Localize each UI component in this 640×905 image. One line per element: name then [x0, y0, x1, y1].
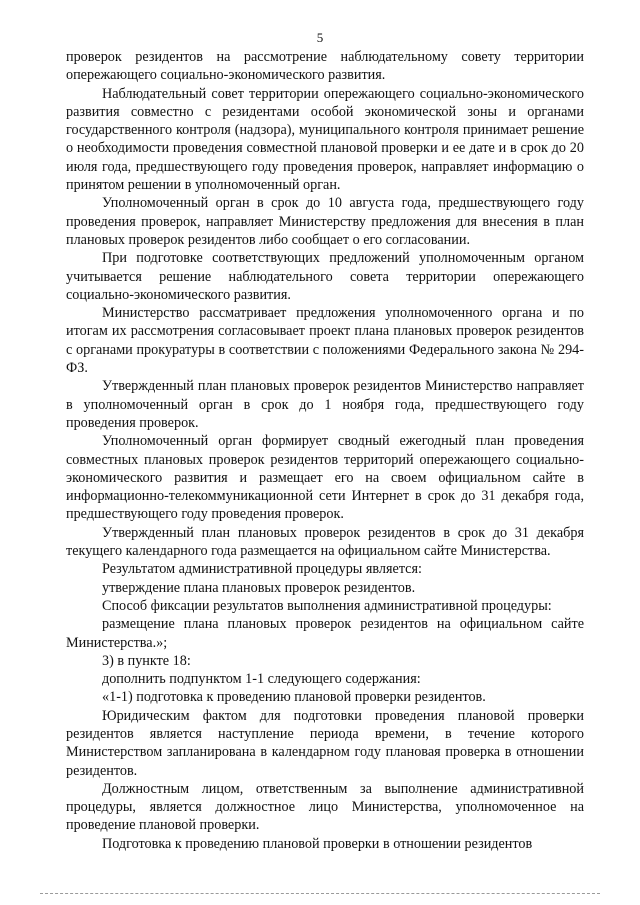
- paragraph: Результатом административной процедуры является:: [102, 561, 422, 578]
- paragraph: Утвержденный план плановых проверок резидентов в срок до 31 декабря текущего календарного года размещается на официальном сайте Министерства.: [66, 524, 584, 560]
- paragraph: дополнить подпунктом 1-1 следующего содержания:: [102, 671, 421, 688]
- paragraph: утверждение плана плановых проверок резидентов.: [102, 579, 416, 596]
- paragraph: Наблюдательный совет территории опережающего социально-экономического развития совместно с резидентами особой экономической зоны и органами государственного контроля (надзора), муниципального контроля принимает решение о необходимости проведения совместной плановой проверки и ее дате и в срок до 20 июля года, предшествующего году проведения проверок, направляет информацию о принятом решении в уполномоченный орган.: [66, 85, 584, 194]
- paragraph: Уполномоченный орган в срок до 10 августа года, предшествующего году проведения проверок, направляет Министерству предложения для внесения в план плановых проверок резидентов либо сообщает о его согласовании.: [66, 195, 584, 248]
- paragraph: Должностным лицом, ответственным за выполнение административной процедуры, является должностное лицо Министерства, уполномоченное на проведение плановой проверки.: [66, 780, 584, 834]
- page-number: 5: [316, 30, 324, 45]
- bottom-scan-edge: [40, 893, 600, 894]
- paragraph: Уполномоченный орган формирует сводный ежегодный план проведения совместных плановых проверок резидентов территорий опережающего социально-экономического развития и размещает его на своем официальном сайте в информационно-телекоммуникационной сети Интернет в срок до 31 декабря года, предшествующего году проведения проверок.: [66, 433, 584, 523]
- paragraph: Подготовка к проведению плановой проверки в отношении резидентов: [102, 835, 533, 852]
- paragraph: Юридическим фактом для подготовки проведения плановой проверки резидентов является наступление периода времени, в течение которого Министерством запланирована в календарном году плановая проверка в отношении резидентов.: [66, 707, 584, 779]
- paragraph: Утвержденный план плановых проверок резидентов Министерство направляет в уполномоченный орган в срок до 1 ноября года, предшествующего году проведения проверок.: [66, 378, 584, 431]
- paragraph: При подготовке соответствующих предложений уполномоченным органом учитывается решение наблюдательного совета территории опережающего социально-экономического развития.: [66, 250, 584, 303]
- paragraph: Способ фиксации результатов выполнения административной процедуры:: [102, 597, 552, 614]
- document-body: [66, 48, 584, 853]
- paragraph: «1-1) подготовка к проведению плановой проверки резидентов.: [102, 689, 486, 706]
- paragraph-continuation: проверок резидентов на рассмотрение наблюдательному совету территории опережающего социально-экономического развития.: [66, 49, 584, 84]
- paragraph: 3) в пункте 18:: [102, 652, 191, 669]
- paragraph: размещение плана плановых проверок резидентов на официальном сайте Министерства.»;: [66, 616, 584, 651]
- paragraph: Министерство рассматривает предложения уполномоченного органа и по итогам их рассмотрения согласовывает проект плана плановых проверок резидентов с органами прокуратуры в соответствии с положениями Федерального закона № 294-ФЗ.: [66, 305, 584, 377]
